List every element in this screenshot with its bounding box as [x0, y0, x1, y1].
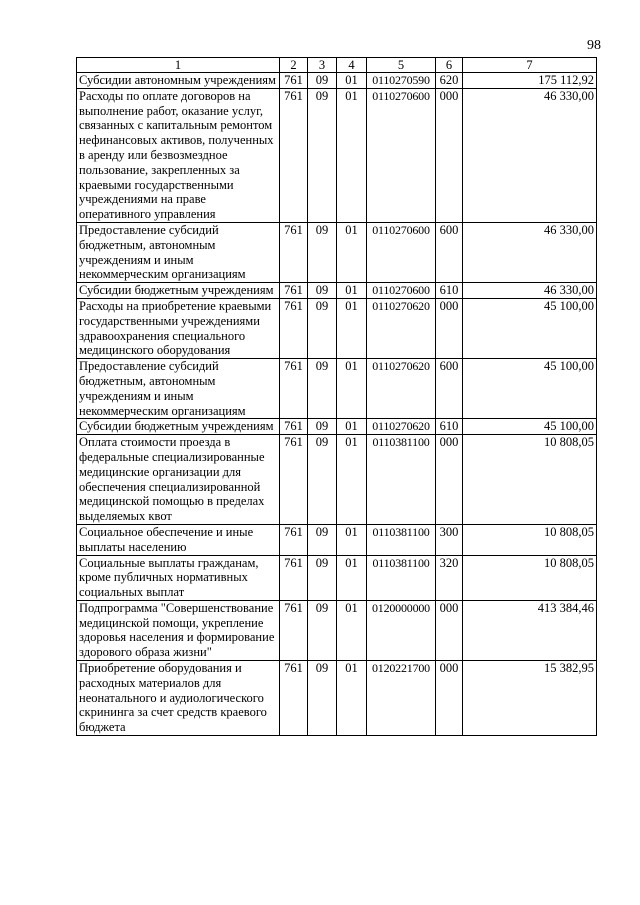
row-subsection: 01	[337, 600, 367, 660]
header-target: 5	[367, 58, 436, 73]
row-target: 0110270620	[367, 298, 436, 358]
header-name: 1	[77, 58, 280, 73]
row-name: Социальные выплаты гражданам, кроме публичных нормативных социальных выплат	[77, 555, 280, 600]
row-ministry: 761	[280, 419, 308, 435]
row-section: 09	[308, 524, 337, 555]
row-ministry: 761	[280, 661, 308, 736]
table-row	[77, 600, 597, 660]
row-amount: 10 808,05	[463, 524, 597, 555]
row-name: Подпрограмма "Совершенствование медицинской помощи, укрепление здоровья населения и формирование здорового образа жизни"	[77, 600, 280, 660]
row-amount: 175 112,92	[463, 73, 597, 89]
row-subsection: 01	[337, 359, 367, 419]
row-name: Приобретение оборудования и расходных материалов для неонатального и аудиологического скрининга за счет средств краевого бюджета	[77, 661, 280, 736]
row-section: 09	[308, 600, 337, 660]
row-expense-type: 300	[436, 524, 463, 555]
row-ministry: 761	[280, 524, 308, 555]
table-row	[77, 73, 597, 89]
row-amount: 45 100,00	[463, 298, 597, 358]
budget-table	[76, 57, 597, 736]
row-ministry: 761	[280, 222, 308, 282]
header-expense-type: 6	[436, 58, 463, 73]
table-row	[77, 283, 597, 299]
row-section: 09	[308, 283, 337, 299]
table-row	[77, 419, 597, 435]
row-target: 0110270600	[367, 283, 436, 299]
row-amount: 15 382,95	[463, 661, 597, 736]
row-amount: 46 330,00	[463, 222, 597, 282]
row-expense-type: 000	[436, 88, 463, 222]
table-row	[77, 435, 597, 525]
row-subsection: 01	[337, 555, 367, 600]
row-amount: 46 330,00	[463, 283, 597, 299]
row-target: 0110381100	[367, 524, 436, 555]
row-ministry: 761	[280, 435, 308, 525]
row-target: 0110270590	[367, 73, 436, 89]
row-target: 0110381100	[367, 555, 436, 600]
row-expense-type: 610	[436, 419, 463, 435]
row-target: 0120000000	[367, 600, 436, 660]
row-amount: 10 808,05	[463, 435, 597, 525]
header-row	[77, 58, 597, 73]
row-section: 09	[308, 555, 337, 600]
row-section: 09	[308, 359, 337, 419]
row-ministry: 761	[280, 283, 308, 299]
row-name: Оплата стоимости проезда в федеральные специализированные медицинские организации для обеспечения специализированной медицинской помощью в пределах выделяемых квот	[77, 435, 280, 525]
row-section: 09	[308, 298, 337, 358]
table-row	[77, 222, 597, 282]
row-target: 0110270600	[367, 222, 436, 282]
row-target: 0110381100	[367, 435, 436, 525]
row-subsection: 01	[337, 73, 367, 89]
row-section: 09	[308, 88, 337, 222]
row-amount: 10 808,05	[463, 555, 597, 600]
row-ministry: 761	[280, 73, 308, 89]
table-row	[77, 88, 597, 222]
row-section: 09	[308, 419, 337, 435]
table-row	[77, 298, 597, 358]
table-row	[77, 661, 597, 736]
row-name: Предоставление субсидий бюджетным, автономным учреждениям и иным некоммерческим организациям	[77, 359, 280, 419]
header-amount: 7	[463, 58, 597, 73]
row-expense-type: 000	[436, 600, 463, 660]
row-section: 09	[308, 222, 337, 282]
row-subsection: 01	[337, 88, 367, 222]
row-subsection: 01	[337, 661, 367, 736]
row-subsection: 01	[337, 222, 367, 282]
row-amount: 45 100,00	[463, 359, 597, 419]
row-expense-type: 320	[436, 555, 463, 600]
row-subsection: 01	[337, 298, 367, 358]
row-subsection: 01	[337, 283, 367, 299]
row-subsection: 01	[337, 524, 367, 555]
row-name: Расходы по оплате договоров на выполнение работ, оказание услуг, связанных с капитальным ремонтом нефинансовых активов, полученных в аренду или безвозмездное пользование, закрепленных за краевыми государственными учреждениями на праве оперативного управления	[77, 88, 280, 222]
row-target: 0120221700	[367, 661, 436, 736]
row-expense-type: 000	[436, 661, 463, 736]
row-name: Расходы на приобретение краевыми государственными учреждениями здравоохранения специального медицинского оборудования	[77, 298, 280, 358]
row-ministry: 761	[280, 555, 308, 600]
row-subsection: 01	[337, 435, 367, 525]
row-name: Субсидии бюджетным учреждениям	[77, 283, 280, 299]
table-row	[77, 359, 597, 419]
row-name: Субсидии бюджетным учреждениям	[77, 419, 280, 435]
row-expense-type: 000	[436, 298, 463, 358]
page-number: 98	[587, 38, 601, 53]
row-ministry: 761	[280, 600, 308, 660]
row-section: 09	[308, 73, 337, 89]
row-amount: 46 330,00	[463, 88, 597, 222]
row-section: 09	[308, 435, 337, 525]
row-expense-type: 610	[436, 283, 463, 299]
row-ministry: 761	[280, 298, 308, 358]
row-subsection: 01	[337, 419, 367, 435]
row-name: Субсидии автономным учреждениям	[77, 73, 280, 89]
row-name: Социальное обеспечение и иные выплаты населению	[77, 524, 280, 555]
table-row	[77, 555, 597, 600]
row-ministry: 761	[280, 359, 308, 419]
row-ministry: 761	[280, 88, 308, 222]
row-expense-type: 620	[436, 73, 463, 89]
row-expense-type: 000	[436, 435, 463, 525]
row-section: 09	[308, 661, 337, 736]
header-ministry: 2	[280, 58, 308, 73]
row-target: 0110270600	[367, 88, 436, 222]
table-row	[77, 524, 597, 555]
row-amount: 45 100,00	[463, 419, 597, 435]
row-expense-type: 600	[436, 222, 463, 282]
row-amount: 413 384,46	[463, 600, 597, 660]
row-name: Предоставление субсидий бюджетным, автономным учреждениям и иным некоммерческим организациям	[77, 222, 280, 282]
row-target: 0110270620	[367, 419, 436, 435]
row-expense-type: 600	[436, 359, 463, 419]
row-target: 0110270620	[367, 359, 436, 419]
header-subsection: 4	[337, 58, 367, 73]
header-section: 3	[308, 58, 337, 73]
